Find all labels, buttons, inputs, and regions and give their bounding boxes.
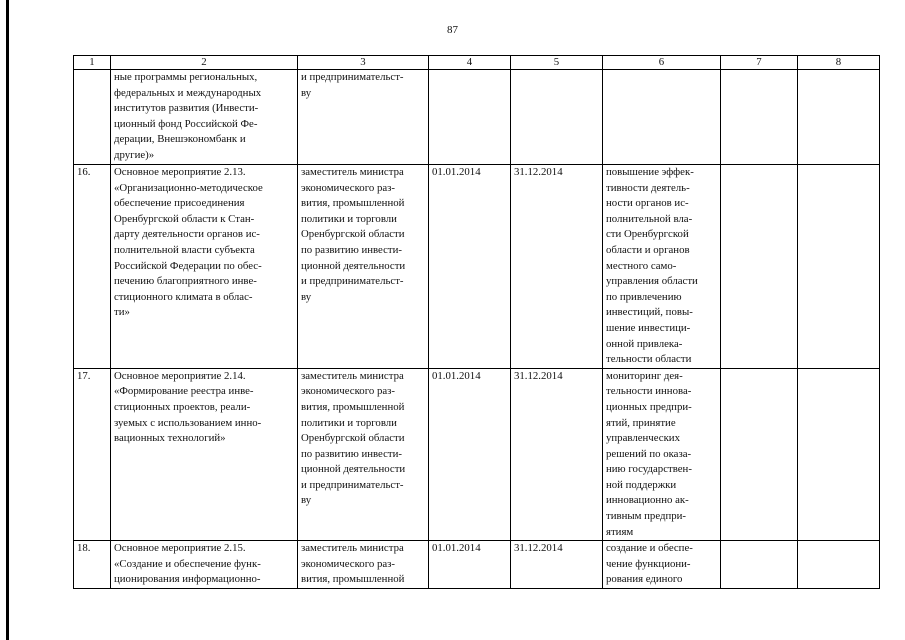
column-header: 5 [511, 56, 603, 70]
table-row [74, 70, 880, 165]
column-7-cell [721, 165, 798, 369]
row-number: 18. [74, 541, 111, 589]
row-number [74, 70, 111, 165]
executor-cell: и предпринимательст- ву [298, 70, 429, 165]
start-date-cell [429, 70, 511, 165]
column-7-cell [721, 541, 798, 589]
column-header: 8 [798, 56, 880, 70]
activity-cell: ные программы региональных, федеральных и международных институтов развития (Инвести- ционный фонд Российской Фе- дерации, Внешэкономбанк и другие)» [111, 70, 298, 165]
activity-cell: Основное мероприятие 2.13. «Организационно-методическое обеспечение присоединения Оренбургской области к Стан- дарту деятельности органов ис- полнительной власти субъекта Российской Федерации по обес- печению благоприятного инве- стиционного климата в облас- ти» [111, 165, 298, 369]
executor-cell: заместитель министра экономического раз- вития, промышленной политики и торговли Оренбургской области по развитию инвести- ционной деятельности и предпринимательст- ву [298, 368, 429, 541]
scan-edge-line [6, 0, 9, 640]
column-7-cell [721, 70, 798, 165]
column-header: 3 [298, 56, 429, 70]
result-cell [603, 70, 721, 165]
column-header: 2 [111, 56, 298, 70]
page-number: 87 [447, 24, 458, 36]
end-date-cell: 31.12.2014 [511, 165, 603, 369]
column-header: 4 [429, 56, 511, 70]
table-row [74, 368, 880, 541]
column-header: 6 [603, 56, 721, 70]
column-8-cell [798, 70, 880, 165]
start-date-cell: 01.01.2014 [429, 541, 511, 589]
column-8-cell [798, 541, 880, 589]
result-cell: создание и обеспе- чение функциони- рования единого [603, 541, 721, 589]
end-date-cell: 31.12.2014 [511, 368, 603, 541]
result-cell: мониторинг дея- тельности иннова- ционных предпри- ятий, принятие управленческих решений по оказа- нию государствен- ной поддержки инновационно ак- тивным предпри- ятиям [603, 368, 721, 541]
end-date-cell: 31.12.2014 [511, 541, 603, 589]
start-date-cell: 01.01.2014 [429, 368, 511, 541]
result-cell: повышение эффек- тивности деятель- ности органов ис- полнительной вла- сти Оренбургской области и органов местного само- управления области по привлечению инвестиций, повы- шение инвестици- онной привлека- тельности области [603, 165, 721, 369]
executor-cell: заместитель министра экономического раз- вития, промышленной [298, 541, 429, 589]
header-row [74, 56, 880, 70]
row-number: 16. [74, 165, 111, 369]
activities-table [73, 55, 880, 589]
end-date-cell [511, 70, 603, 165]
activity-cell: Основное мероприятие 2.14. «Формирование реестра инве- стиционных проектов, реали- зуемых с использованием инно- вационных технологий» [111, 368, 298, 541]
row-number: 17. [74, 368, 111, 541]
start-date-cell: 01.01.2014 [429, 165, 511, 369]
table-row [74, 541, 880, 589]
activity-cell: Основное мероприятие 2.15. «Создание и обеспечение функ- ционирования информационно- [111, 541, 298, 589]
column-header: 7 [721, 56, 798, 70]
column-8-cell [798, 165, 880, 369]
executor-cell: заместитель министра экономического раз- вития, промышленной политики и торговли Оренбургской области по развитию инвести- ционной деятельности и предпринимательст- ву [298, 165, 429, 369]
column-7-cell [721, 368, 798, 541]
column-8-cell [798, 368, 880, 541]
column-header: 1 [74, 56, 111, 70]
table-row [74, 165, 880, 369]
